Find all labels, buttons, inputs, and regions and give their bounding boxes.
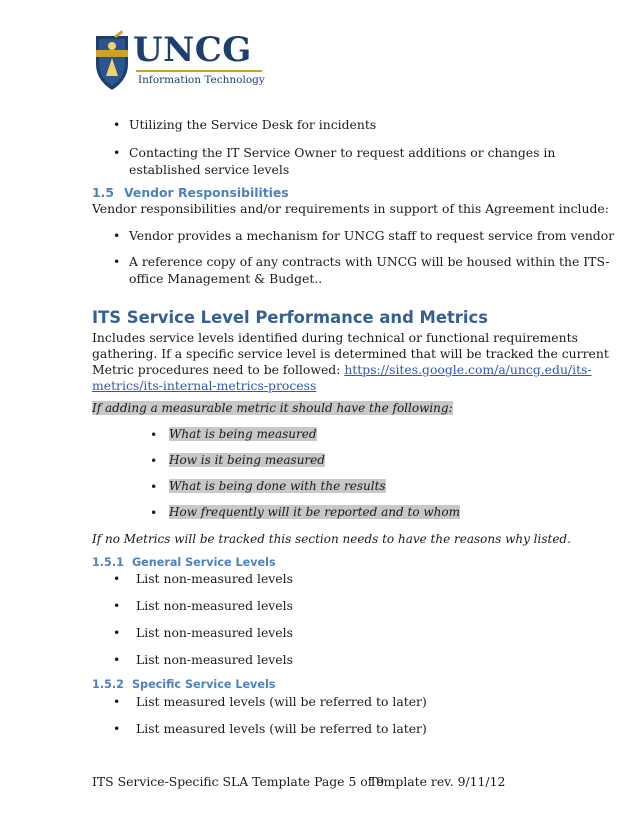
list-item: List non-measured levels: [136, 598, 293, 613]
list-item: List measured levels (will be referred to later): [136, 721, 427, 736]
bullet-icon: •: [113, 598, 121, 613]
bullet-icon: •: [113, 117, 121, 132]
logo-subtitle: Information Technology: [138, 74, 265, 86]
list-item: Utilizing the Service Desk for incidents: [129, 117, 377, 132]
section-heading: Vendor Responsibilities: [124, 185, 289, 200]
logo-wordmark: UNCG: [133, 30, 252, 70]
bullet-icon: •: [113, 625, 121, 640]
subsection-heading: Specific Service Levels: [132, 678, 276, 691]
measurable-item: How frequently will it be reported and to whom: [169, 505, 460, 519]
list-item-continued: established service levels: [129, 162, 290, 177]
list-item: Vendor provides a mechanism for UNCG staff to request service from vendor: [129, 228, 615, 243]
uncg-logo: [92, 30, 265, 96]
bullet-icon: •: [113, 652, 121, 667]
bullet-icon: •: [150, 505, 158, 520]
list-item-continued: office Management & Budget..: [129, 271, 323, 286]
list-item: A reference copy of any contracts with UNCG will be housed within the ITS-: [129, 254, 610, 269]
list-item: List non-measured levels: [136, 652, 293, 667]
bullet-icon: •: [150, 427, 158, 442]
list-item: Contacting the IT Service Owner to request additions or changes in: [129, 145, 556, 160]
page-section-title: ITS Service Level Performance and Metrics: [92, 308, 488, 327]
subsection-number: 1.5.1: [92, 556, 124, 569]
bullet-icon: •: [150, 479, 158, 494]
bullet-icon: •: [113, 721, 121, 736]
paragraph-line: gathering. If a specific service level is determined that will be tracked the current: [92, 346, 609, 361]
section-body: Vendor responsibilities and/or requirements in support of this Agreement include:: [92, 201, 609, 216]
measurable-item: How is it being measured: [169, 453, 325, 467]
footer-template-rev: Template rev. 9/11/12: [369, 774, 506, 789]
no-metrics-note: If no Metrics will be tracked this section needs to have the reasons why listed.: [92, 532, 571, 546]
measurable-item: What is being measured: [169, 427, 317, 441]
measurable-item: What is being done with the results: [169, 479, 386, 493]
metrics-process-link-continued[interactable]: metrics/its-internal-metrics-process: [92, 378, 317, 393]
bullet-icon: •: [113, 228, 121, 243]
paragraph-text: Metric procedures need to be followed:: [92, 362, 345, 377]
list-item: List non-measured levels: [136, 625, 293, 640]
bullet-icon: •: [113, 694, 121, 709]
uncg-shield-icon: [92, 30, 132, 92]
list-item: List non-measured levels: [136, 571, 293, 586]
bullet-icon: •: [150, 453, 158, 468]
subsection-number: 1.5.2: [92, 678, 124, 691]
list-item: List measured levels (will be referred to later): [136, 694, 427, 709]
paragraph-line: [92, 362, 592, 379]
bullet-icon: •: [113, 145, 121, 160]
metrics-process-link[interactable]: https://sites.google.com/a/uncg.edu/its-: [344, 362, 592, 377]
measurable-intro: If adding a measurable metric it should have the following:: [92, 401, 453, 415]
logo-divider: [136, 70, 262, 72]
subsection-heading: General Service Levels: [132, 556, 276, 569]
footer-page-info: ITS Service-Specific SLA Template Page 5 of 9: [92, 774, 385, 789]
paragraph-line: Includes service levels identified during technical or functional requirements: [92, 330, 578, 345]
section-number: 1.5: [92, 185, 114, 200]
bullet-icon: •: [113, 254, 121, 269]
bullet-icon: •: [113, 571, 121, 586]
